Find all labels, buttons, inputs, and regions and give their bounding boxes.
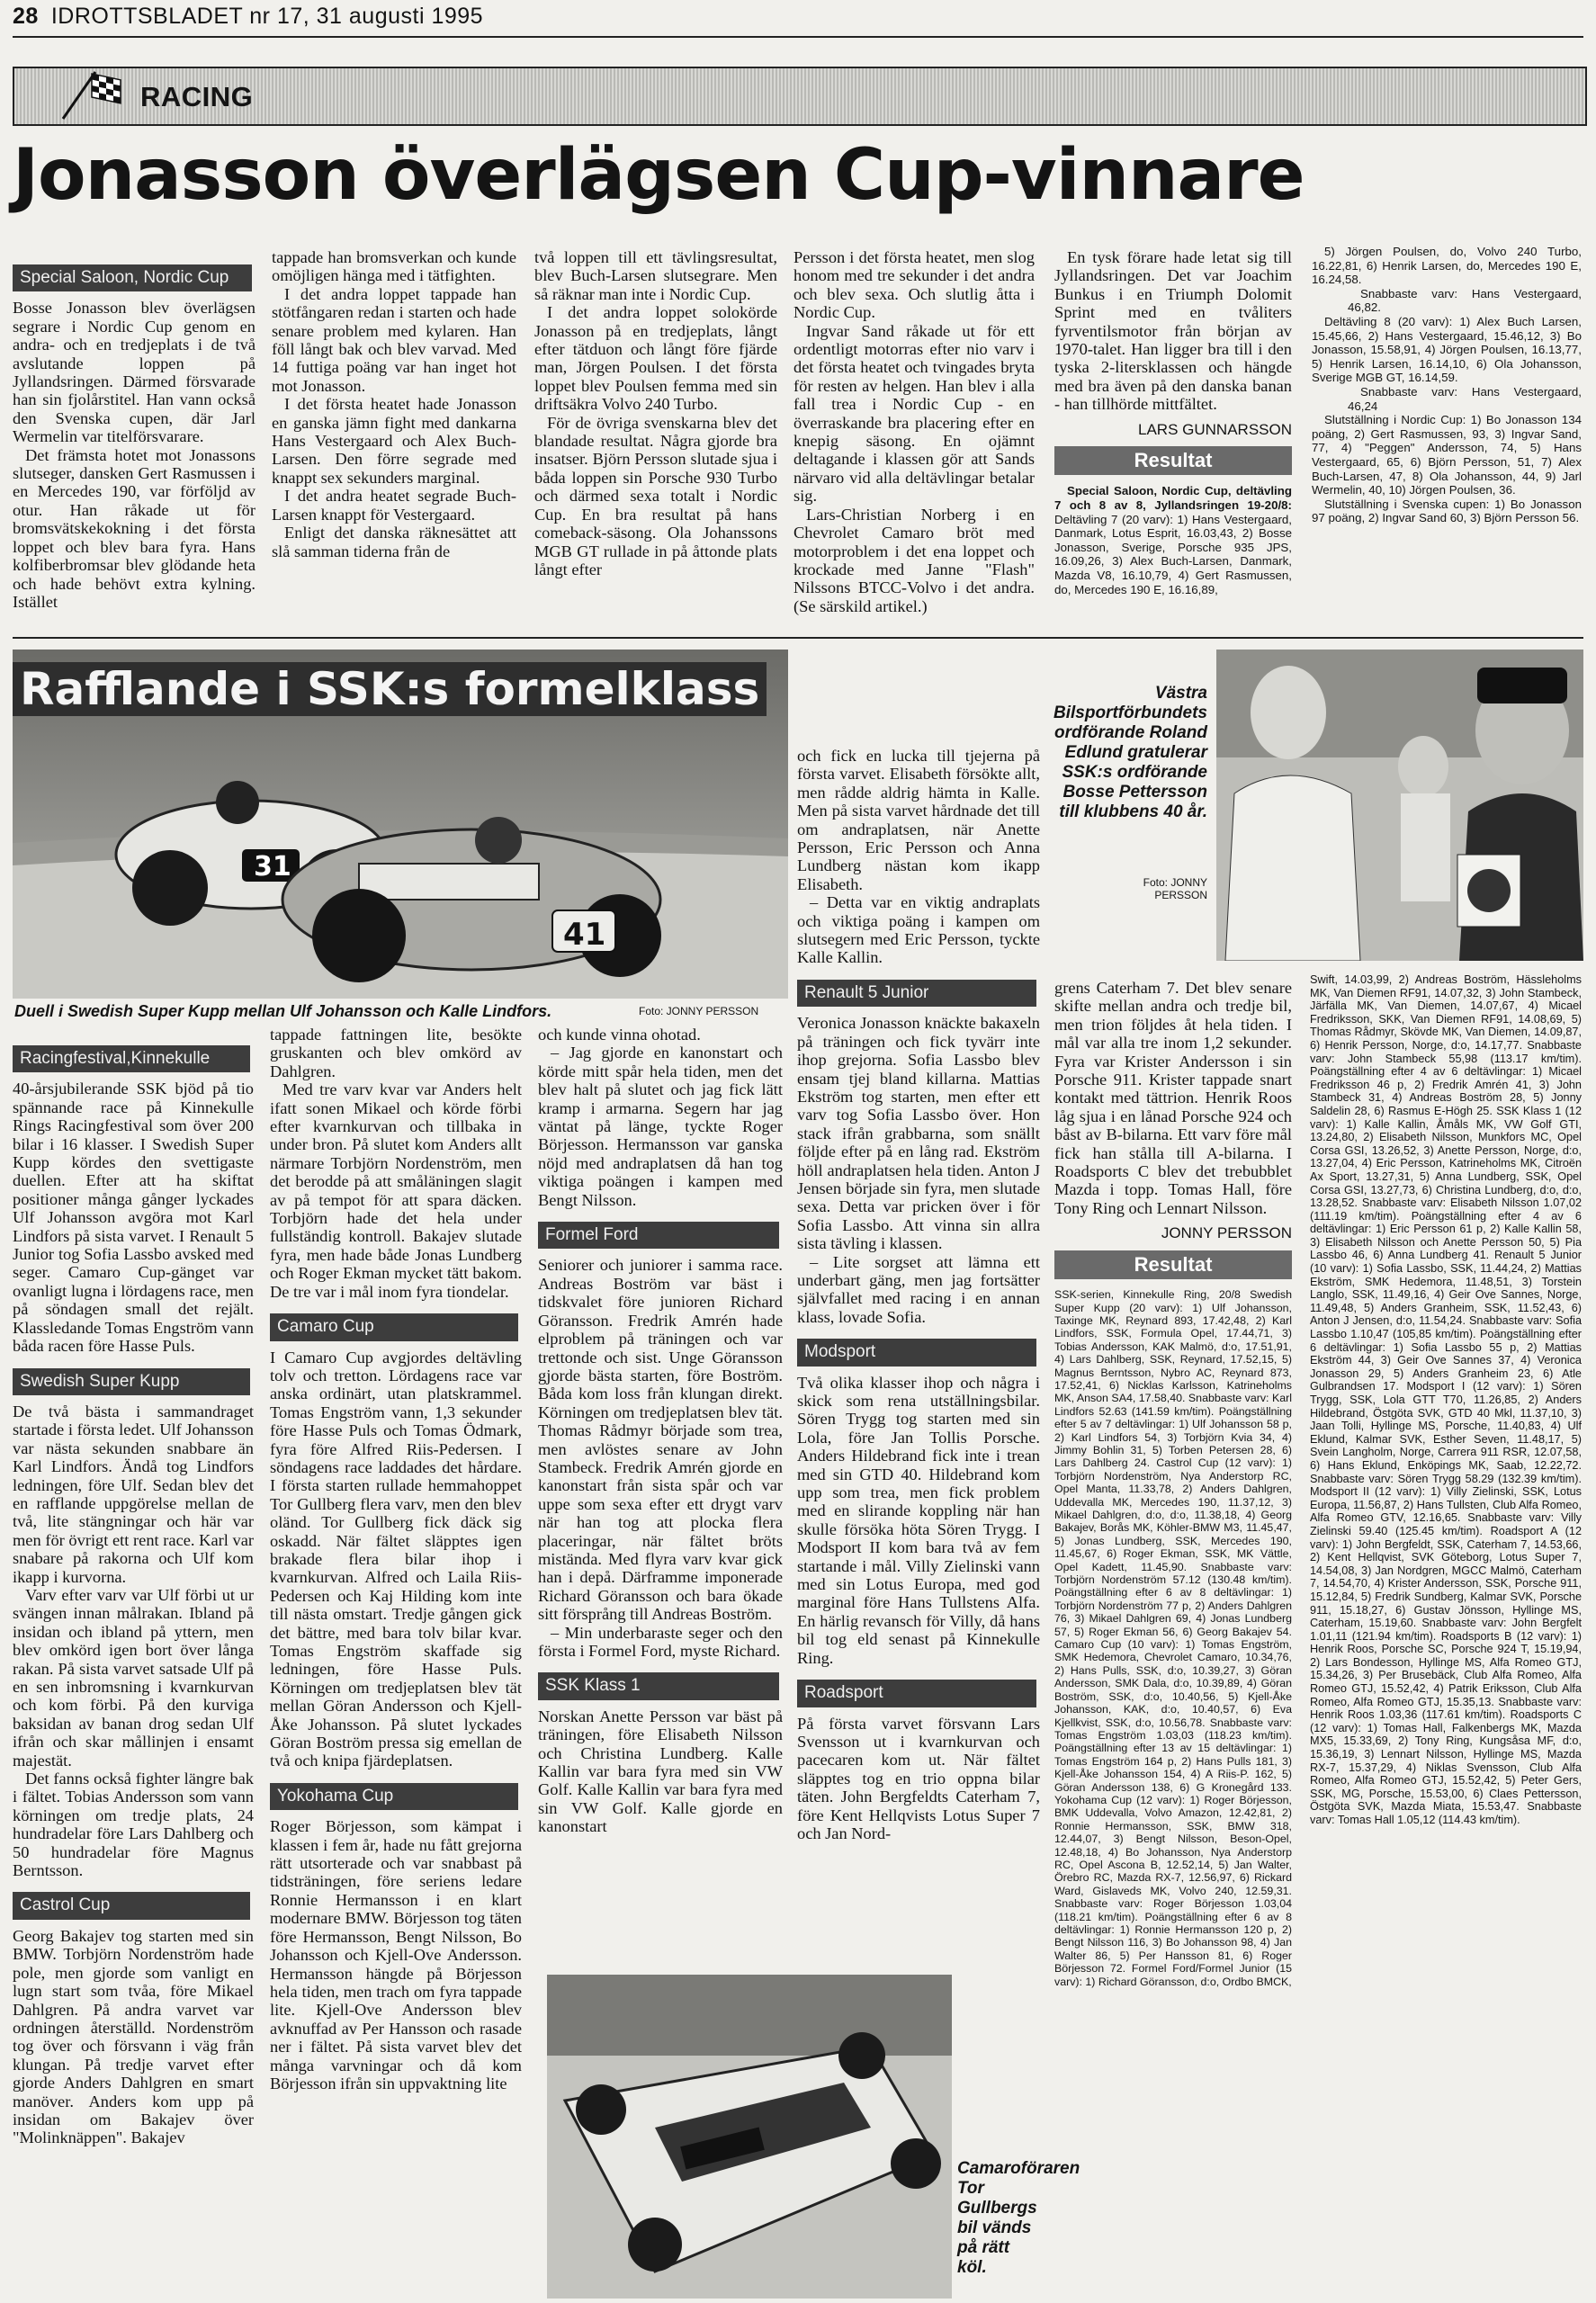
article1-para: tappade han bromsverkan och kunde omöjligen hänga med i tätfighten. bbox=[272, 248, 516, 285]
article1-col4 bbox=[794, 248, 1035, 633]
section-formel-ford: Formel Ford bbox=[538, 1222, 779, 1249]
article2-para: I Camaro Cup avgjordes deltävling tolv och tretton. Lördagens race var anska ordinärt, utan platskrammel. Tomas Engström vann, 1,3 sekunder före Hasse Puls och Tomas Ödmark, fyra före Alfred Riis-Pedersen. I söndagens race laddades det hårdare. I första starten rullade hemmahoppet Tor Gullberg flera varv, men den blev oländ. Tor Gullberg fick däck sig oskadd. När fältet släpptes igen brakade flera bilar ihop i kvarnkurvan. Alfred och Laila Riis-Pedersen och Kaj Hilding kom inte till nästa omstart. Tredje gången gick det bättre, med bara tolv bilar kvar. Tomas Engström skaffade sig ledningen, före Hasse Puls. Körningen om tredjeplatsen blev tät mellan Göran Andersson och Kjell-Åke Johansson. På slutet lyckades Göran Boström pressa sig emellan de två och knipa fjärdeplatsen. bbox=[270, 1348, 522, 1770]
section-yokohama-cup: Yokohama Cup bbox=[270, 1783, 518, 1810]
byline: JONNY PERSSON bbox=[1161, 1224, 1292, 1242]
article2-col6: Swift, 14.03,99, 2) Andreas Boström, Hässleholms MK, Van Diemen RF91, 14.07,32, 3) John Stambeck, Järfälla MK, Van Diemen, 14.07,67, 4) Micael Fredriksson, SKK, Van Diemen RF91, 14.08,69, 5) Thomas Rådmyr, Skövde MK, Van Diemen, 14.09,87, 6) Henrik Persson, Norge, d:o, 14.17,77. Snabbaste varv: John Stambeck 55,98 (113.17 km/tim). Poängställning efter 4 av 6 deltävlingar: 1) Micael Fredriksson 46 p, 2) Fredrik Amrén 41, 3) John Stambeck 31, 4) Andreas Boström 28, 5) Jonny Saldelin 28, 6) Rasmus E-Högh 25. SSK Klass 1 (12 varv): 1) Kalle Kallin, Åmåls MK, VW Golf GTI, 13.24,80, 2) Elisabeth Nilsson, Munkfors MC, Opel Corsa GSI, 13.26,52, 3) Anette Persson, Norge, d:o, 13.27,04, 4) Eric Persson, Katrineholms MK, Citroën Ax Sport, 13.27,31, 5) Anna Lundberg, SSK, Opel Corsa GSI, 13.27,73, 6) Christina Lundberg, d:o, d:o, 13.28,52. Snabbaste varv: Elisabeth Nilsson 1.07,02 (111.19 km/tim). Poängställning efter 4 av 6 deltävlingar: 1) Eric Persson 61 p, 2) Kalle Kallin 58, 3) Elisabeth Nilsson och Anette Persson 50, 5) Pia Lassbo 46, 6) Anna Lundberg 41. Renault 5 Junior (10 varv): 1) Sofia Lassbo, SSK, 11.44,24, 2) Mattias Ekström, SMK Hedemora, 11.48,51, 3) Torstein Langlo, SSK, 11.49,16, 4) Geir Ove Sannes, Norge, 11.49,48, 5) Anders Granheim, SSK, 11.52,43, 6) Anton J Jensen, d:o, 11.54,24. Snabbaste varv: Sofia Lassbo 1.10,47 (105,85 km/tim). Poängställning efter 6 deltävlingar: 1) Sofia Lassbo 55 p, 2) Mattias Ekström 44, 3) Geir Ove Sannes 37, 4) Veronica Jonasson 29, 5) Anders Granheim 23, 6) Atle Gulbrandsen 17. Modsport I (12 varv): 1) Sören Trygg, SSK, Lola GTT T70, 11.26,85, 2) Anders Hildebrand, Östgöta SVK, GTD 40 Mkl, 11.37,10, 3) Jaan Tolli, Hyllinge MS, Porsche, 11.40,83, 4) Ulf Eklund, Kalmar SVK, Esther Seven, 11.48,17, 5) Svein Langholm, Norge, Carrera 911 RSR, 12.07,58, 6) Hans Eklund, Enköpings MK, Saab, 12.22,72. Snabbaste varv: Sören Trygg 58.29 (132.39 km/tim). Modsport II (12 varv): 1) Villy Zielinski, SSK, Lotus Europa, 11.56,87, 2) Hans Tullsten, Club Alfa Romeo, Alfa Romeo GTV, 12.16,65. Snabbaste varv: Villy Zielinski 59.40 (125.45 km/tim). Roadsport A (12 varv): 1) John Bergfeldt, SSK, Caterham 7, 14.53,66, 2) Kent Hellqvist, SVK Göteborg, Lotus Super 7, 14.54,08, 3) Jan Nordgren, MGCC Malmö, Caterham 7, 14.54,70, 4) Krister Andersson, SSK, Porsche 911, 15.12,84, 5) Fredrik Sundberg, Kalmar SVK, Porsche 911, 15.18,27, 6) Gustav Jönsson, Hyllinge MS, Caterham, 15.19,60. Snabbaste varv: John Bergfelt 1.01,11 (121.94 km/tim). Roadsports B (12 varv): 1) Henrik Roos, Porsche SC, Porsche 924 T, 15.19,94, 2) Lars Bondesson, Hyllinge MS, Alfa Romeo GTJ, 15.34,26, 3) Per Brusebäck, Club Alfa Romeo, Alfa Romeo GTJ, 15.52,42, 4) Patrik Eriksson, Club Alfa Romeo, Alfa Romeo GTJ, 15.35,13. Snabbaste varv: Henrik Roos 1.03,36 (117.61 km/tim). Roadsports C (12 varv): 1) Tomas Hall, Falkenbergs MK, Mazda MX5, 15.33,69, 2) Tony Ring, Kungsåsa MF, d:o, 15.36,19, 3) Lennart Nilsson, Hyllinge MS, Mazda RX-7, 15.37,29, 4) Niklas Svensson, Club Alfa Romeo, Alfa Romeo GTJ, 15.52,42, 5) Peter Gers, SSK, MG, Porsche, 15.53,00, 6) Claes Pettersson, Östgöta SVK, Mazda Miata, 15.53,47. Snabbaste varv: Tomas Hall 1.05,12 (114.43 km/tim). bbox=[1310, 973, 1582, 1826]
article2-para: – Detta var en viktig andraplats och viktiga poäng i kampen om slutsegern med Eric Persson, tyckte Kalle Kallin. bbox=[797, 893, 1040, 967]
results-text: Snabbaste varv: Hans Vestergaard, 46,24 bbox=[1348, 384, 1582, 413]
section-ssk-klass-1: SSK Klass 1 bbox=[538, 1672, 779, 1699]
article1-para: Ingvar Sand råkade ut för ett ordentligt motorras efter nio varv i det första heatet och tvingades bryta för resten av helgen. Han blev i alla fall trea i Nordic Cup - en överraskande bra placering efter en knepig säsong. En ojämnt deltagande i klassen gör att Sands närvaro vid alla deltävlingar betalar sig. bbox=[794, 321, 1035, 506]
section-renault-5-junior: Renault 5 Junior bbox=[797, 980, 1036, 1007]
article1-col3 bbox=[534, 248, 777, 633]
article2-col3 bbox=[538, 1026, 783, 1957]
results-text: Special Saloon, Nordic Cup, deltävling 7 och 8 av 8, Jyllandsringen 19-20/8: Deltävling 7 (20 varv): 1) Hans Vestergaard, Danmark, Lotus Esprit, 16.03,43, 2) Bosse Jonasson, Sverige, Porsche 935 JPS, 16.09,26, 3) Alex Buch-Larsen, Danmark, Mazda V8, 16.10,79, 4) Gert Rasmussen, do, Mercedes 190 E, 16.16,89, bbox=[1054, 484, 1292, 596]
article2-col2 bbox=[270, 1026, 522, 2299]
article2-para: Norskan Anette Persson var bäst på träningen, före Elisabeth Nilsson och Christina Lundberg. Kalle Kallin var bara fyra med sin VW Golf. Kalle Kallin var bara fyra med sin VW Golf. Kalle gjorde en kanonstart bbox=[538, 1707, 783, 1836]
article1-para: En tysk förare hade letat sig till Jyllandsringen. Det var Joachim Bunkus i en Triumph Dolomit Sprint med en tvåliters fyrventilsmotor från början av 1970-talet. Han ligger bra till i den tyska 2-litersklassen och hängde med bra även på den danska banan - han tillhörde mittfältet. bbox=[1054, 248, 1292, 414]
car-number-41: 41 bbox=[563, 917, 606, 953]
article1-para: två loppen till ett tävlingsresultat, blev Buch-Larsen slutsegrare. Men så räknar man inte i Nordic Cup. bbox=[534, 248, 777, 303]
article2-para: Med tre varv kvar var Anders helt ifatt sonen Mikael och körde förbi efter kvarnkurvan och tillbaka in under bron. På slutet kom Anders allt närmare Torbjörn Nordenström, men det berodde på att småläningen slagit av på tempot för att spara däcken. Torbjörn hade det hela under fullständig kontroll. Bakajev slutade fyra, men hade både Jonas Lundberg och Roger Ekman mycket tätt bakom. De tre var i mål inom fyra tiondelar. bbox=[270, 1080, 522, 1301]
article2-para: De två bästa i sammandraget startade i första ledet. Ulf Johansson var nästa sekunden snabbare än Karl Lindfors. Ändå tog Lindfors ledningen, före Ulf. Sedan blev det en rafflande uppgörelse mellan de två, lite stängningar och här var men för övrigt ett rent race. Karl var snabare på rakorna och Ulf kom ikapp i kurvorna. bbox=[13, 1402, 254, 1586]
article2-para: Veronica Jonasson knäckte bakaxeln på träningen och fick tyvärr inte ihop grejorna. Sofia Lassbo blev ensam tjej bland killarna. Mattias Ekström tog starten, men efter ett varv tog Sofia Lassbo över. Hon stack ifrån grabbarna, som snällt följde efter på en lång rad. Ekström höll andraplatsen hela tiden. Anton J Jensen började sin fyra, men slutade sexa. Detta var pricken över i för Sofia Lassbo. Att vinna sin allra sista tävling i klassen. bbox=[797, 1014, 1040, 1253]
article2-col1 bbox=[13, 1044, 254, 2299]
page-number: 28 bbox=[13, 4, 39, 29]
results-text: SSK-serien, Kinnekulle Ring, 20/8 Swedish Super Kupp (20 varv): 1) Ulf Johansson, Taxinge MK, Reynard 893, 17.42,48, 2) Karl Lindfors, SSK, Formula Opel, 17.44,71, 3) Tobias Andersson, KAK Malmö, d:o, 17.51,91, 4) Lars Dahlberg, SSK, Reynard, 17.52,15, 5) Magnus Berntsson, Nybro AC, Reynard 873, 17.52,41, 6) Nicklas Karlsson, Katrineholms MK, Anson SA4, 17.58,40. Snabbaste varv: Karl Lindfors 52.63 (141.59 km/tim). Poängställning efter 5 av 7 deltävlingar: 1) Ulf Johansson 58 p, 2) Karl Lindfors 54, 3) Torbjörn Kvia 34, 4) Jimmy Bohlin 31, 5) Torben Petersen 28, 6) Lars Dahlberg 24. Castrol Cup (12 varv): 1) Torbjörn Nordenström, Nya Anderstorp RC, Opel Manta, 11.33,78, 2) Anders Dahlgren, Uddevalla MK, Mercedes 190, 11.37,12, 3) Mikael Dahlgren, d:o, d:o, 11.38,18, 4) Georg Bakajev, Borås MK, Köhler-BMW M3, 11.45,47, 5) Jonas Lundberg, SSK, Mercedes 190, 11.45,67, 6) Roger Ekman, SSK, MK Vättle, Opel Kadett, 11.45,90. Snabbaste varv: Torbjörn Nordenström 57.12 (130.48 km/tim). Poängställning efter 6 av 8 deltävlingar: 1) Torbjörn Nordenström 77 p, 2) Anders Dahlgren 76, 3) Mikael Dahlgren 69, 4) Jonas Lundberg 57, 5) Roger Ekman 56, 6) Georg Bakajev 54. Camaro Cup (10 varv): 1) Tomas Engström, SMK Hedemora, Chevrolet Camaro, 10.34,76, 2) Hans Pulls, SSK, d:o, 10.39,27, 3) Göran Andersson, SMK Dala, d:o, 10.39,89, 4) Göran Boström, SSK, d:o, 10.40,56, 5) Kjell-Åke Johansson, KAK, d:o, 10.40,57, 6) Eva Kjellkvist, SSK, d:o, 10.56,78. Snabbaste varv: Tomas Engström 1.03,03 (118.23 km/tim). Poängställning efter 13 av 15 deltävlingar: 1) Tomas Engström 164 p, 2) Hans Pulls 181, 3) Kjell-Åke Johansson 154, 4) A Riis-P. 162, 5) Göran Andersson 138, 6) G Kronegård 133. Yokohama Cup (12 varv): 1) Roger Börjesson, BMK Uddevalla, Volvo Amazon, 12.42,81, 2) Ronnie Hermansson, SSK, BMW 318, 12.44,07, 3) Bengt Nilsson, Beson-Opel, 12.48,18, 4) Bo Johansson, Nya Anderstorp RC, Opel Ascona B, 12.52,14, 5) Jan Walter, Örebro RC, Mazda RX-7, 12.56,97, 6) Rickard Ward, Gislaveds MK, Volvo 240, 12.59,31. Snabbaste varv: Roger Börjesson 1.03,04 (118.21 km/tim). Poängställning efter 6 av 8 deltävlingar: 1) Ronnie Hermansson 120 p, 2) Bengt Nilsson 116, 3) Bo Johansson 98, 4) Jan Walter 86, 5) Per Hansson 81, 6) Roger Börjesson 72. Formel Ford/Formel Junior (15 varv): 1) Richard Göransson, d:o, Ordbo BMCK, bbox=[1054, 1288, 1292, 1988]
section-special-saloon: Special Saloon, Nordic Cup bbox=[13, 264, 252, 291]
section-roadsport: Roadsport bbox=[797, 1680, 1036, 1707]
article2-para: Det fanns också fighter längre bak i fältet. Tobias Andersson som vann körningen om tredje plats, 24 hundradelar före Lars Dahlberg och 50 hundradelar före Magnus Berntsson. bbox=[13, 1770, 254, 1880]
article2-para: Varv efter varv var Ulf förbi ut ur svängen innan målrakan. Ibland på insidan och ibland på yttern, men blev omkörd igen bort över långa rakan. På sista varvet satsade Ulf på en sen inbromsning i kvarnkurvan och kom förbi. På den kurviga baksidan av banan drog sedan Ulf ifrån och skar mållinjen i ensamt majestät. bbox=[13, 1585, 254, 1770]
results-text: Snabbaste varv: Hans Vestergaard, 46,82. bbox=[1348, 286, 1582, 315]
article2-para: På första varvet försvann Lars Svensson ut i kvarnkurvan och pacecaren kom ut. När fältet släpptes tog en trio oppna bilar täten. John Bergfeldts Caterham 7, före Kent Hellqvists Lotus Super 7 och Jan Nord- bbox=[797, 1714, 1040, 1842]
article2-para: grens Caterham 7. Det blev senare skifte mellan andra och tredje bil, men trion följdes åt hela tiden. I mål var alla tre inom 1,2 sekunder. Fyra var Krister Andersson i sin Porsche 911. Krister tappade snart kontakt med tättrion. Henrik Roos låg sjua i en lånad Porsche 924 och båst av B-bilarna. Ett varv före mål fick han stålla till A-bilarna. I Roadsports C blev det trebubblet Mazda i topp. Tomas Hall, före Tony Ring och Lennart Nilsson. bbox=[1054, 979, 1292, 1217]
side-caption: Västra Bilsportförbundets ordförande Roland Edlund gratulerar SSK:s ordförande Bosse Pettersson till klubbens 40 år. bbox=[1054, 684, 1207, 821]
section-racingfestival: Racingfestival,Kinnekulle bbox=[13, 1045, 250, 1072]
article1-para: I det första heatet hade Jonasson en ganska jämn fight med dankarna Hans Vestergaard och Alex Buch-Larsen. Den förre segrade med knappt sex sekunders marginal. bbox=[272, 395, 516, 487]
article1-para: Det främsta hotet mot Jonassons slutseger, dansken Gert Rasmussen i en Mercedes 190, var förföljd av otur. Han råkade ut för bromsvätskekokning i det första loppet och blev bara fyra. Hans kolfiberbromsar blev glödande heta och hade behövt extra kylning. Istället bbox=[13, 445, 256, 611]
bottom-caption: Camaroföraren Tor Gullbergs bil vänds på rätt köl. bbox=[957, 2159, 1080, 2277]
results-text: Deltävling 8 (20 varv): 1) Alex Buch Larsen, 15.45,66, 2) Hans Vestergaard, 15.46,12, 3) Bo Jonasson, 15.58,91, 4) Jörgen Poulsen, 16.13,77, 5) Henrik Larsen, 16.14,10, 6) Ola Johansson, Sverige MGB GT, 16.14,59. bbox=[1312, 314, 1582, 385]
ceremony-photo bbox=[1216, 650, 1583, 961]
article2-para: – Lite sorgset att lämna ett underbart gäng, men jag fortsätter självfallet med racing i en annan klass, lovade Sofia. bbox=[797, 1252, 1040, 1326]
article2-para: Roger Börjesson, som kämpat i klassen i fem år, hade nu fått grejorna rätt utsorterade och var snabbast på tidsträningen, före seriens ledare Ronnie Hermansson i en klart modernare BMW. Börjesson tog täten före Hermansson, Bengt Nilsson, Bo Johansson och Kjell-Ove Andersson. Hermansson hängde på Börjesson hela tiden, men trach om fyra tappade lite. Kjell-Ove Andersson blev avknuffad av Per Hansson och rasade ner i fältet. På sista varvet blev det många varvningar och då kom Börjesson ifrån sin uppvaktning lite bbox=[270, 1817, 522, 2092]
section-swedish-super-kupp: Swedish Super Kupp bbox=[13, 1368, 250, 1395]
article2-para: Georg Bakajev tog starten med sin BMW. Torbjörn Nordenström hade pole, men gjorde som vanligt en lugn start som tvåa, före Mikael Dahlgren. På andra varvet var ordningen återställd. Nordenström tog över och försvann i väg från klungan. På tredje varvet efter gjorde Anders Dahlgren en smart manöver. Anders kom upp på insidan om Bakajev över "Molinknäppen". Bakajev bbox=[13, 1926, 254, 2147]
car-number-31: 31 bbox=[254, 851, 291, 883]
side-photo-credit: Foto: JONNY PERSSON bbox=[1143, 876, 1207, 901]
article1-para: Lars-Christian Norberg i en Chevrolet Camaro bröt med motorproblem i det ena loppet och krockade med Janne "Flash" Nilssons BTCC-Volvo i det andra. (Se särskild artikel.) bbox=[794, 505, 1035, 615]
article2-para: – Jag gjorde en kanonstart och körde mitt spår hela tiden, men det blev halt på slutet och jag fick lätt kramp i armarna. Segern har jag väntat på länge, tyckte Roger Börjesson. Hermansson var ganska nöjd med andraplatsen då han tog viktiga poängen i kampen med Bengt Nilsson. bbox=[538, 1044, 783, 1209]
headline-2: Rafflande i SSK:s formelklass bbox=[13, 662, 767, 716]
article2-para: tappade fattningen lite, besökte gruskanten och blev omkörd av Dahlgren. bbox=[270, 1026, 522, 1080]
section-label: RACING bbox=[140, 81, 254, 112]
results-text: Slutställning i Svenska cupen: 1) Bo Jonasson 97 poäng, 2) Ingvar Sand 60, 3) Björn Persson 56. bbox=[1312, 497, 1582, 525]
crash-photo bbox=[547, 1975, 952, 2299]
ceremony-illustration bbox=[1216, 650, 1583, 961]
overturned-car-illustration bbox=[547, 1975, 952, 2299]
article1-para: Enligt det danska räknesättet att slå samman tiderna från de bbox=[272, 524, 516, 560]
section-camaro-cup: Camaro Cup bbox=[270, 1313, 518, 1340]
article1-para: I det andra loppet tappade han stötfångaren redan i starten och hade senare problem med kylaren. Han föll långt bak och blev varvad. Med 14 futtiga poäng var han inget hot mot Jonasson. bbox=[272, 284, 516, 395]
article1-col2 bbox=[272, 248, 516, 633]
section-modsport: Modsport bbox=[797, 1339, 1036, 1366]
section-divider bbox=[13, 637, 1583, 639]
results-label: Resultat bbox=[1054, 1250, 1292, 1279]
header-rule bbox=[13, 36, 1583, 38]
photo-caption: Duell i Swedish Super Kupp mellan Ulf Johansson och Kalle Lindfors. bbox=[14, 1002, 552, 1020]
article2-para: och fick en lucka till tjejerna på första varvet. Elisabeth försökte allt, men rådde aldrig hämta in Kalle. Men på sista varvet hårdnade det till om andraplatsen, när Anette Persson, Eric Persson och Anna Lundberg nästan kom ikapp Elisabeth. bbox=[797, 747, 1040, 893]
checkered-flag-icon bbox=[59, 70, 124, 121]
article1-para: Persson i det första heatet, men slog honom med tre sekunder i det andra och blev sexa. Och slutlig åtta i Nordic Cup. bbox=[794, 248, 1035, 322]
article2-para: Två olika klasser ihop och några i skick som rena utställningsbilar. Sören Trygg tog starten med sin Lola, före Jan Tollis Porsche. Anders Hildebrand fick inte i trean med sin GTD 40. Hildebrand kom upp som trea, men fick problem med en slirande koppling när han skulle försöka höta Sören Trygg. I Modsport II kom bara två av fem startande i mål. Villy Zielinski vann med sin Lotus Europa, med god marginal före Hans Tullstens Alfa. En härlig revansch för Villy, då hans bil tog eld senast på Kinnekulle Ring. bbox=[797, 1373, 1040, 1667]
results-text: 5) Jörgen Poulsen, do, Volvo 240 Turbo, 16.22,81, 6) Henrik Larsen, do, Mercedes 190 E, 16.24,58. bbox=[1312, 245, 1582, 287]
article2-para: Seniorer och juniorer i samma race. Andreas Boström var bäst i tidskvalet före junioren Richard Göransson. Fredrik Amrén hade elproblem på träningen och var trettonde och sist. Unge Göransson gjorde bästa starten, före Boström. Båda kom loss från klungan direkt. Körningen om tredjeplatsen blev tät. Thomas Rådmyr började som trea, men avlöstes senare av John Stambeck. Fredrik Amrén gjorde en kanonstart från sista spår och var uppe som sexa efter ett drygt varv när han tog att plocka flera placeringar, när fältet bröts mistända. Med flyra varv kvar gick han i depå. Därframme imponerade Richard Göransson och bara ökade sitt försprång till Andreas Boström. bbox=[538, 1256, 783, 1624]
article1-para: I det andra heatet segrade Buch-Larsen knappt för Vestergaard. bbox=[272, 487, 516, 524]
headline-1: Jonasson överlägsen Cup-vinnare bbox=[13, 135, 1305, 216]
byline: LARS GUNNARSSON bbox=[1138, 420, 1292, 438]
article1-para: För de övriga svenskarna blev det blandade resultat. Några gjorde bra insatser. Björn Persson slutade sjua i båda loppen sin Porsche 930 Turbo och därmed sexa totalt i Nordic Cup. En bra resultat på hans comeback-säsong. Ola Johanssons MGB GT rullade in på åttonde plats långt efter bbox=[534, 413, 777, 578]
page-header bbox=[13, 4, 483, 30]
section-banner bbox=[13, 67, 1587, 126]
article1-col1 bbox=[13, 263, 256, 633]
section-castrol-cup: Castrol Cup bbox=[13, 1892, 250, 1919]
article2-col5 bbox=[1054, 979, 1292, 2299]
results-text: Slutställning i Nordic Cup: 1) Bo Jonasson 134 poäng, 2) Gert Rasmussen, 93, 3) Ingvar Sand, 77, 4) "Peggen" Andersson, 74, 5) Hans Vestergaard, 65, 6) Björn Persson, 51, 7) Alex Buch-Larsen, 47, 8) Ola Johansson, 44, 9) Jarl Wermelin, 40, 10) Jörgen Poulsen, 36. bbox=[1312, 413, 1582, 497]
article2-para: och kunde vinna ohotad. bbox=[538, 1026, 701, 1044]
article2-para: 40-årsjubilerande SSK bjöd på tio spännande race på Kinnekulle Rings Racingfestival som över 200 bilar i 16 klasser. I Swedish Super Kupp kördes den svettigaste duellen. Efter att ha skiftat positioner många gånger lyckades Ulf Johansson avgöra mot Karl Lindfors på sista varvet. I Renault 5 Junior tog Sofia Lassbo avsked med seger. Camaro Cup-gänget var ovanligt lugna i lördagens race, men på söndagen small det rejält. Klassledande Tomas Engström vann båda racen före Hasse Puls. bbox=[13, 1080, 254, 1356]
photo-credit: Foto: JONNY PERSSON bbox=[639, 1005, 759, 1017]
article1-col6 bbox=[1312, 245, 1582, 635]
article1-para: Bosse Jonasson blev överlägsen segrare i Nordic Cup genom en andra- och en tredjeplats i de två avslutande loppen på Jyllandsringen. Därmed försvarade han sin fjolårstitel. Han vann också den Svenska cupen, där Jarl Wermelin var titelförsvarare. bbox=[13, 299, 256, 446]
results-label: Resultat bbox=[1054, 446, 1292, 475]
paper-info: IDROTTSBLADET nr 17, 31 augusti 1995 bbox=[50, 4, 484, 29]
article2-col4 bbox=[797, 747, 1040, 1957]
article1-para: I det andra loppet solokörde Jonasson på en tredjeplats, långt efter tätduon och långt före fjärde man, Jörgen Poulsen. I det första loppet blev Poulsen femma med sin driftsäkra Volvo 240 Turbo. bbox=[534, 303, 777, 414]
article2-para: – Min underbaraste seger och den första i Formel Ford, myste Richard. bbox=[538, 1623, 783, 1660]
article1-col5 bbox=[1054, 248, 1292, 633]
